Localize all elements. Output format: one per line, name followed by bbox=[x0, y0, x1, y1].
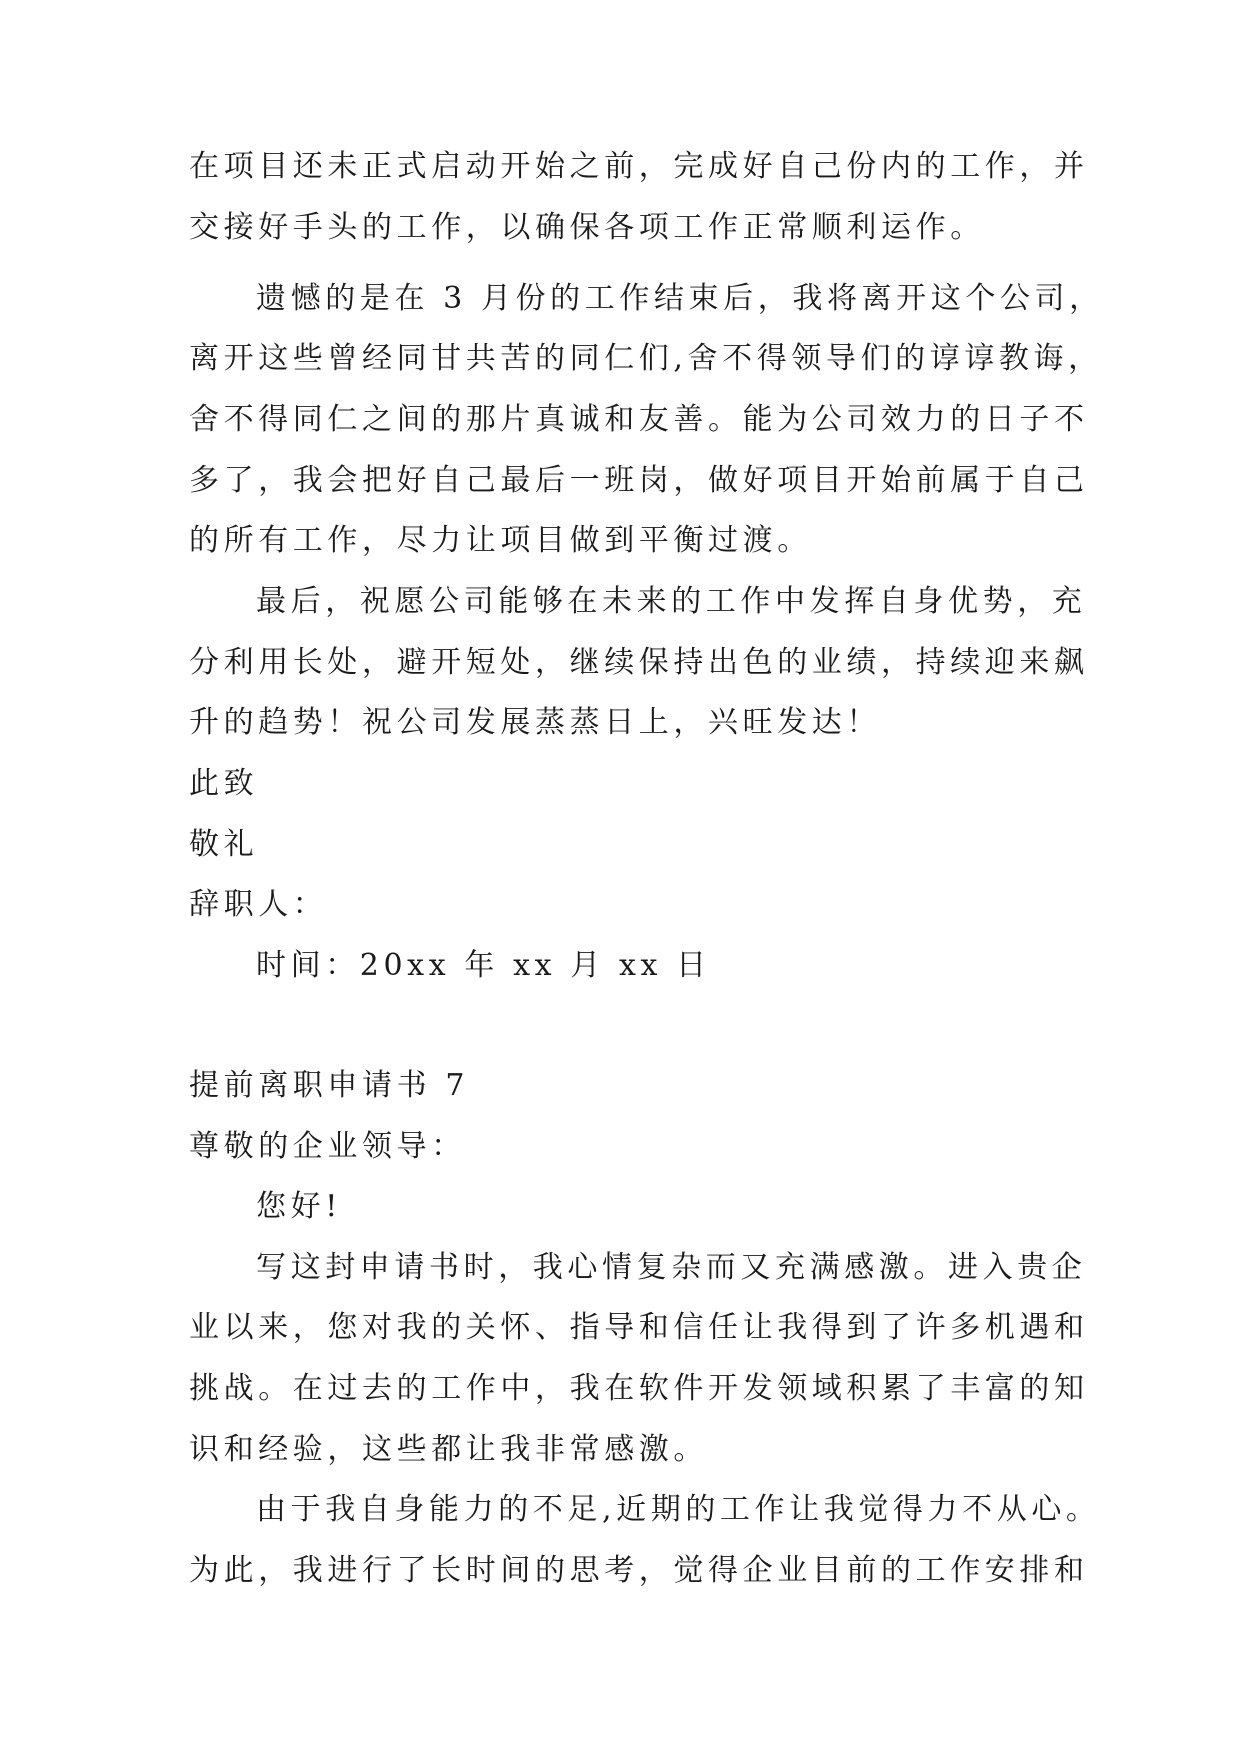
text-line: 多了，我会把好自己最后一班岗，做好项目开始前属于自己 bbox=[189, 463, 1089, 498]
text-line: 交接好手头的工作，以确保各项工作正常顺利运作。 bbox=[189, 210, 985, 245]
text-line: 为此，我进行了长时间的思考，觉得企业目前的工作安排和 bbox=[189, 1553, 1089, 1588]
text-line: 在项目还未正式启动开始之前，完成好自己份内的工作，并 bbox=[189, 149, 1089, 184]
date-line: 时间：20xx 年 xx 月 xx 日 bbox=[256, 948, 711, 983]
text-line: 舍不得同仁之间的那片真诚和友善。能为公司效力的日子不 bbox=[189, 402, 1089, 437]
section-title: 提前离职申请书 7 bbox=[189, 1068, 470, 1103]
paragraph-start-line: 最后，祝愿公司能够在未来的工作中发挥自身优势，充 bbox=[256, 584, 1087, 619]
text-line: 的所有工作，尽力让项目做到平衡过渡。 bbox=[189, 523, 812, 558]
text-line: 分利用长处，避开短处，继续保持出色的业绩，持续迎来飙 bbox=[189, 645, 1089, 680]
closing-salutation: 此致 bbox=[189, 766, 259, 801]
paragraph-start-line: 写这封申请书时，我心情复杂而又充满感激。进入贵企 bbox=[256, 1250, 1087, 1285]
text-line: 识和经验，这些都让我非常感激。 bbox=[189, 1432, 708, 1467]
signer-label: 辞职人： bbox=[189, 887, 328, 922]
text-line: 离开这些曾经同甘共苦的同仁们,舍不得领导们的谆谆教诲， bbox=[189, 341, 1103, 376]
paragraph-start-line: 由于我自身能力的不足,近期的工作让我觉得力不从心。 bbox=[256, 1492, 1101, 1527]
text-line: 业以来，您对我的关怀、指导和信任让我得到了许多机遇和 bbox=[189, 1310, 1089, 1345]
paragraph-start-line: 遗憾的是在 3 月份的工作结束后，我将离开这个公司， bbox=[256, 281, 1104, 316]
closing-regards: 敬礼 bbox=[189, 827, 259, 862]
text-line: 挑战。在过去的工作中，我在软件开发领域积累了丰富的知 bbox=[189, 1371, 1089, 1406]
greeting-line: 您好! bbox=[256, 1189, 342, 1224]
text-line: 升的趋势！祝公司发展蒸蒸日上，兴旺发达！ bbox=[189, 705, 881, 740]
recipient-greeting: 尊敬的企业领导： bbox=[189, 1129, 466, 1164]
